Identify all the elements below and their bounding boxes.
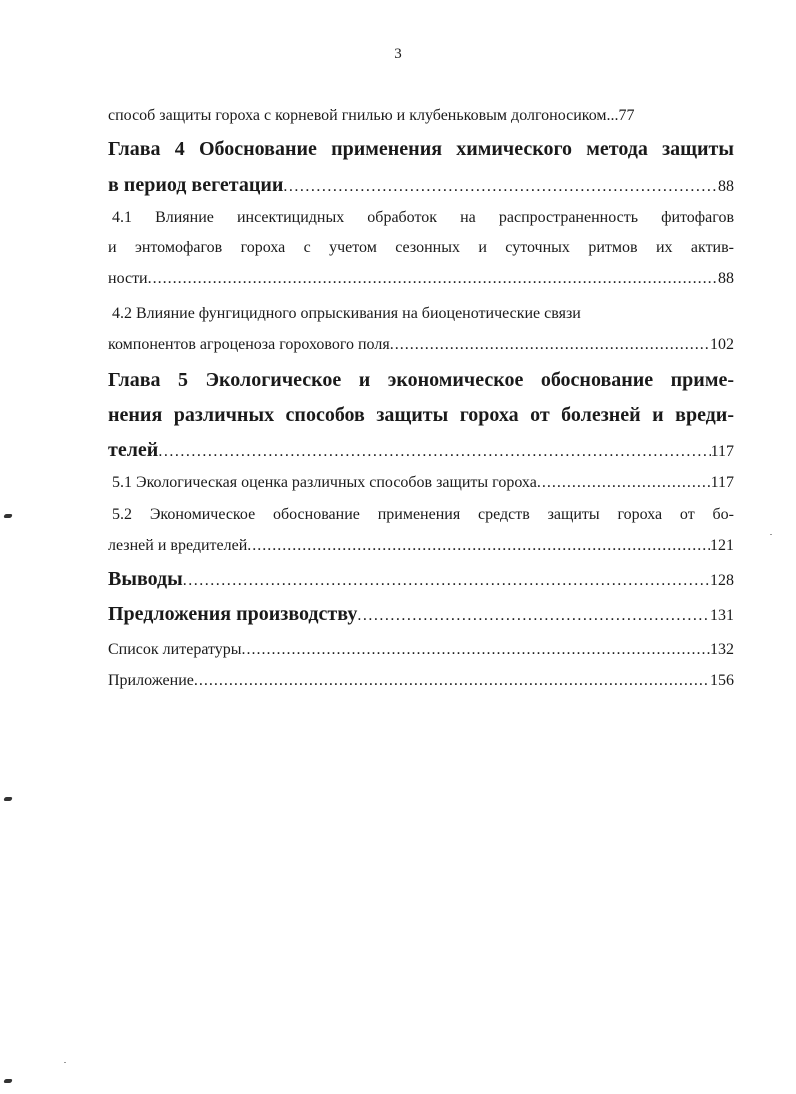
toc-entry-page: 131 xyxy=(710,607,734,624)
toc-section-4-2-end xyxy=(108,335,734,355)
toc-leader-dots xyxy=(390,335,710,355)
toc-leader-dots xyxy=(194,671,710,691)
toc-entry-text: телей xyxy=(108,439,159,461)
toc-entry-page: 156 xyxy=(710,672,734,689)
toc-chapter-5-title-line1: Глава 5 Экологическое и экономическое обоснование приме- xyxy=(108,369,734,391)
toc-conclusions xyxy=(108,567,734,593)
toc-entry-page: 88 xyxy=(718,178,734,195)
toc-section-5-1 xyxy=(108,473,734,493)
toc-entry-page: 117 xyxy=(710,443,734,460)
toc-entry-continuation xyxy=(108,106,734,126)
toc-references xyxy=(108,640,734,660)
toc-proposals xyxy=(108,602,734,628)
toc-leader-dots xyxy=(537,473,711,493)
toc-entry-dots: ... xyxy=(606,107,619,124)
scan-binding-mark xyxy=(3,514,12,518)
toc-leader-dots xyxy=(148,269,718,289)
toc-entry-text: 5.1 Экологическая оценка различных способов защиты гороха xyxy=(112,474,537,491)
toc-section-4-2-line1: 4.2 Влияние фунгицидного опрыскивания на биоценотические связи xyxy=(112,305,581,322)
toc-leader-dots xyxy=(242,640,710,660)
scan-speck xyxy=(770,534,772,535)
toc-entry-page: 102 xyxy=(710,336,734,353)
toc-section-4-1-line2: и энтомофагов гороха с учетом сезонных и суточных ритмов их актив- xyxy=(108,239,734,256)
page-number: 3 xyxy=(394,46,402,62)
toc-entry-text: в период вегетации xyxy=(108,174,284,196)
toc-leader-dots xyxy=(357,604,710,628)
toc-entry-page: 128 xyxy=(710,572,734,589)
toc-leader-dots xyxy=(283,175,718,199)
toc-leader-dots xyxy=(247,536,710,556)
toc-chapter-4-title: Глава 4 Обоснование применения химического метода защиты xyxy=(108,138,734,160)
toc-entry-text: Выводы xyxy=(108,568,183,590)
toc-entry-text: лезней и вредителей xyxy=(108,537,248,554)
toc-entry-text: Приложение xyxy=(108,672,194,689)
toc-entry-text: компонентов агроценоза горохового поля xyxy=(108,336,390,353)
toc-entry-text: ности xyxy=(108,270,148,287)
scan-binding-mark xyxy=(3,1079,12,1083)
toc-entry-page: 117 xyxy=(710,474,734,491)
toc-entry-text: Предложения производству xyxy=(108,603,358,625)
toc-leader-dots xyxy=(183,569,710,593)
toc-entry-text: способ защиты гороха с корневой гнилью и клубеньковым долгоносиком xyxy=(108,107,607,124)
toc-entry-text: Список литературы xyxy=(108,641,242,658)
toc-appendix xyxy=(108,671,734,691)
toc-leader-dots xyxy=(158,440,710,464)
toc-chapter-5-title-end xyxy=(108,438,734,464)
toc-entry-page: 121 xyxy=(710,537,734,554)
toc-entry-page: 132 xyxy=(710,641,734,658)
toc-chapter-5-title-line2: нения различных способов защиты гороха от болезней и вреди- xyxy=(108,404,734,426)
toc-entry-page: 88 xyxy=(718,270,734,287)
toc-section-5-2-end xyxy=(108,536,734,556)
toc-entry-page: 77 xyxy=(618,107,635,124)
scan-speck xyxy=(64,1062,66,1063)
toc-section-4-1-end xyxy=(108,269,734,289)
toc-section-5-2-line1: 5.2 Экономическое обоснование применения средств защиты гороха от бо- xyxy=(112,506,734,523)
toc-chapter-4-title-end xyxy=(108,173,734,199)
scan-binding-mark xyxy=(3,797,12,801)
toc-section-4-1-line1: 4.1 Влияние инсектицидных обработок на распространенность фитофагов xyxy=(112,209,734,226)
